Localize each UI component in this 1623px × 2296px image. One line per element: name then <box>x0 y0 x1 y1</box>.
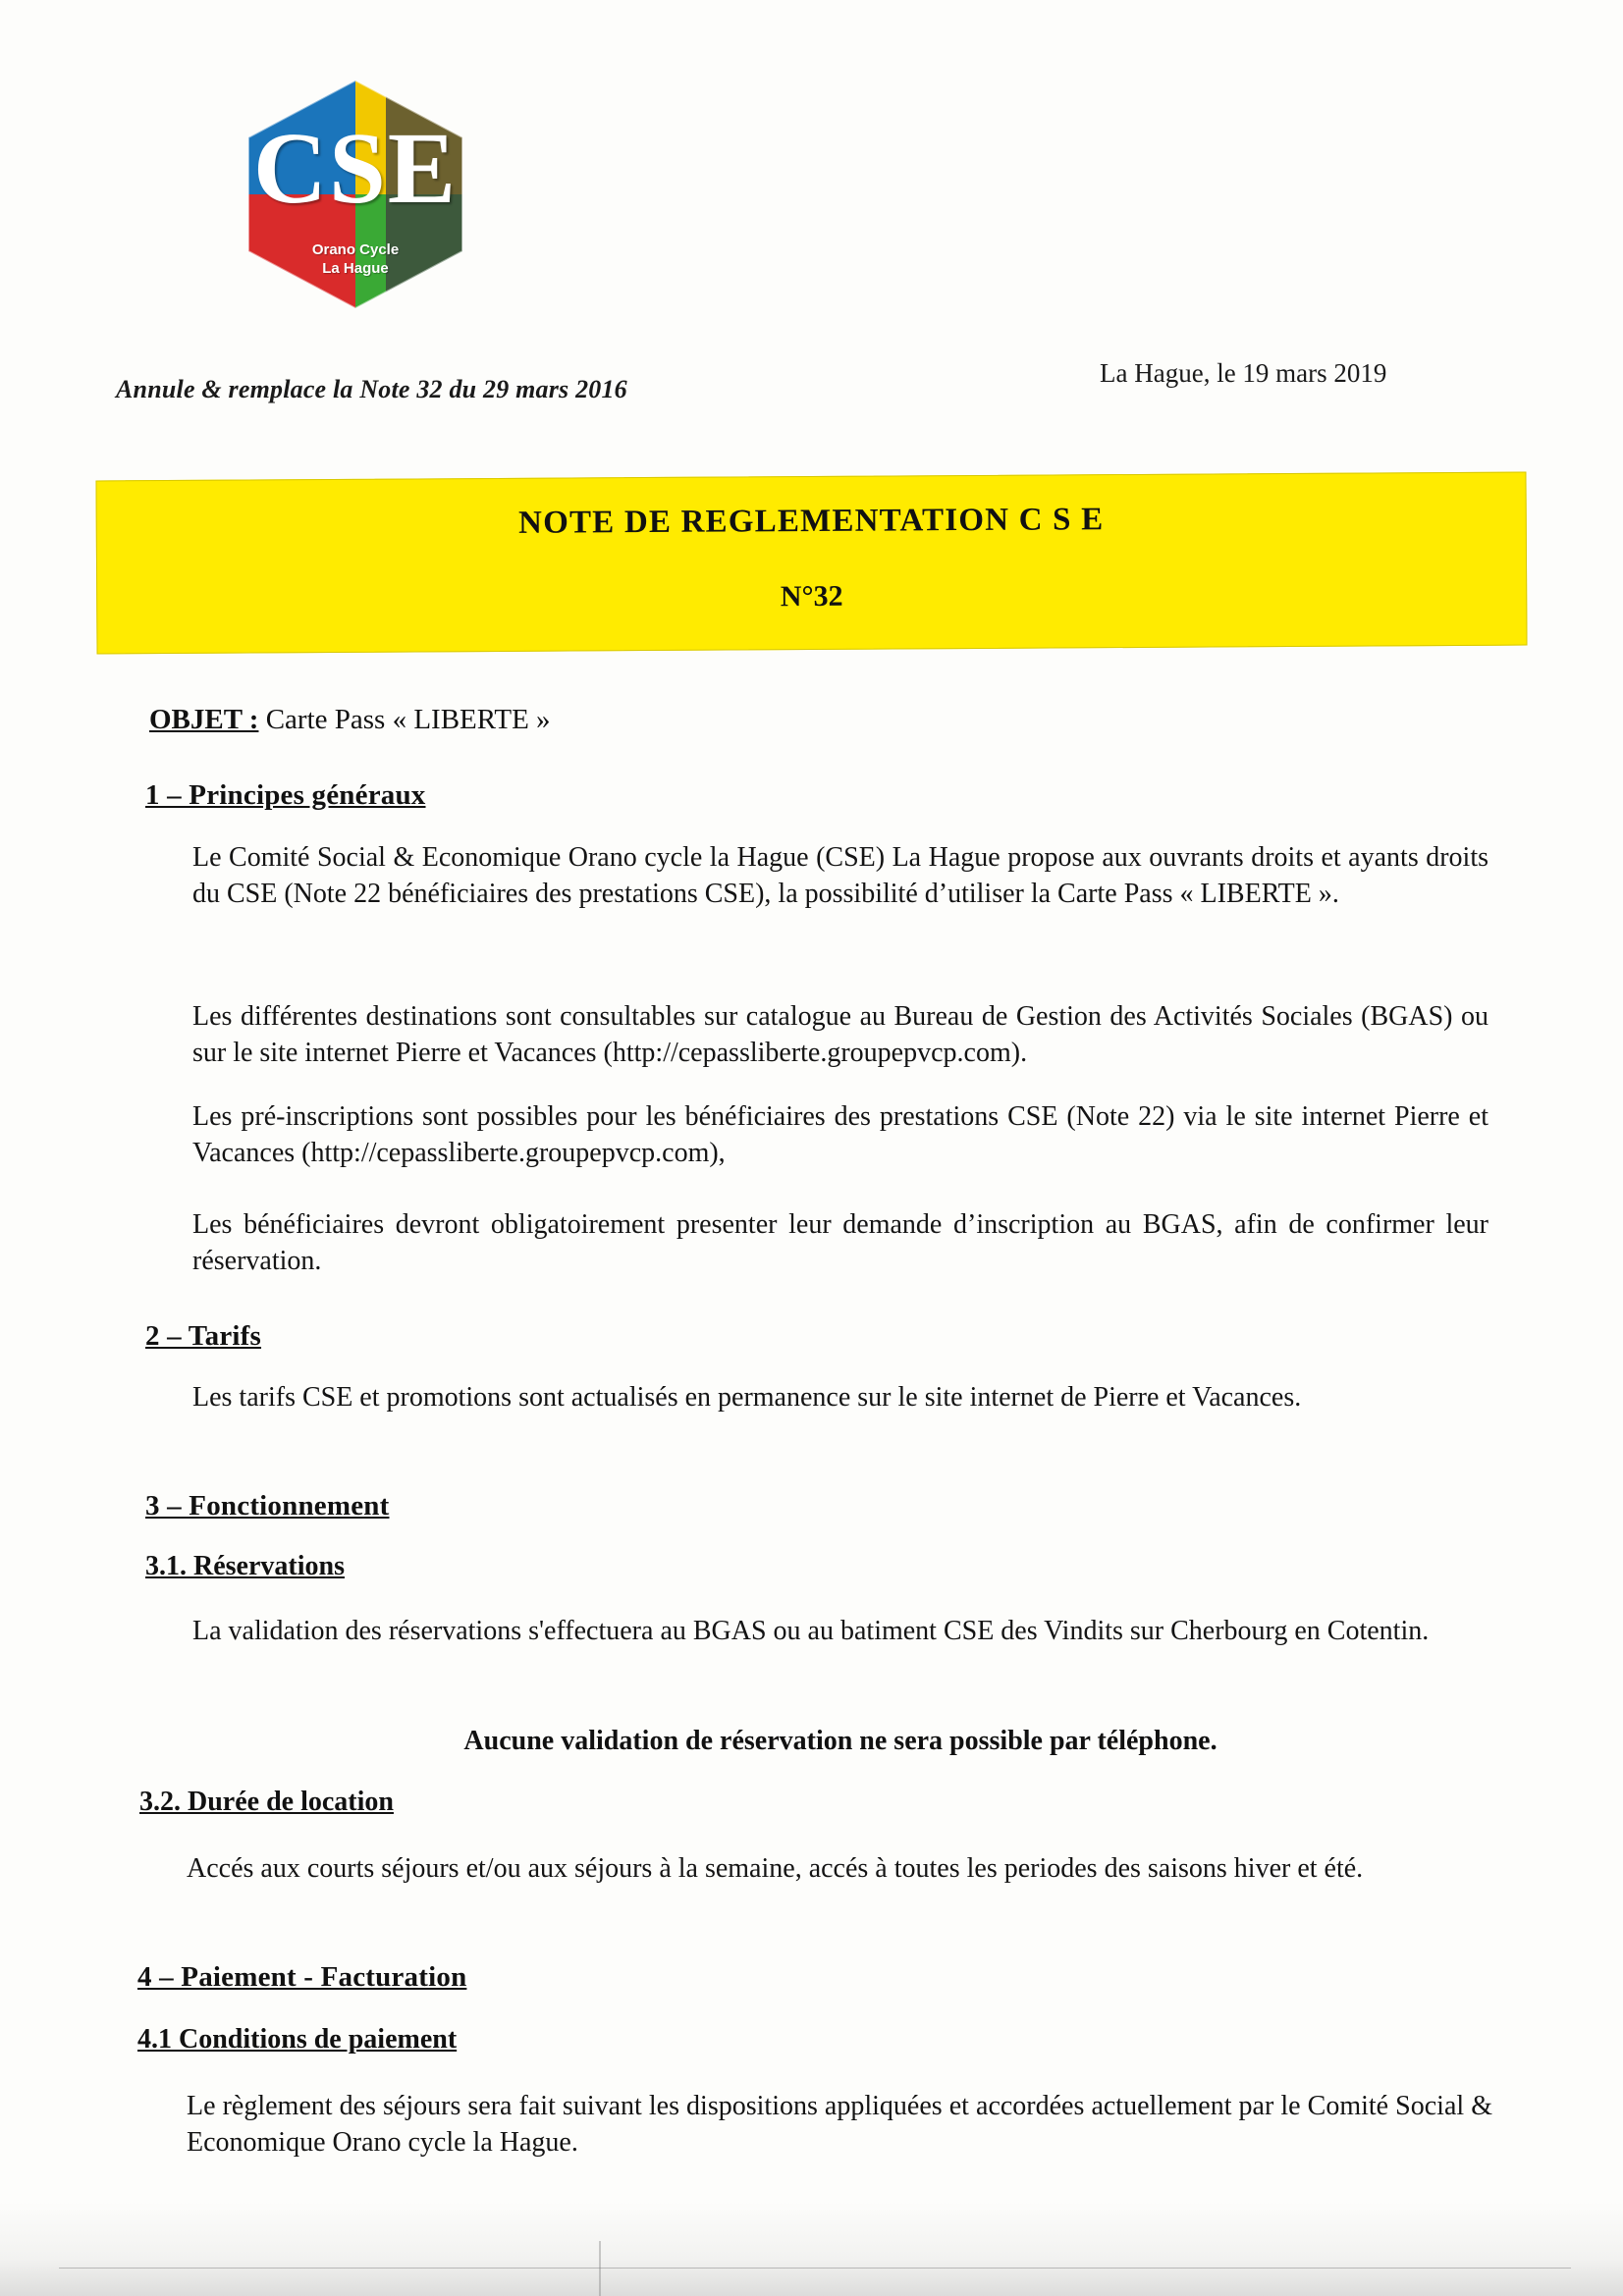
logo-sub-line1: Orano Cycle <box>311 241 400 258</box>
section-1-paragraph-1: Le Comité Social & Economique Orano cycle la Hague (CSE) La Hague propose aux ouvrants droits et ayants droits du CSE (Note 22 bénéficiaires des prestations CSE), la possibilité d’utiliser la Carte Pass « LIBERTE ». <box>192 842 1488 909</box>
section-2-paragraph-1: Les tarifs CSE et promotions sont actualisés en permanence sur le site internet de Pierre et Vacances. <box>192 1382 1302 1413</box>
cse-logo <box>239 77 472 312</box>
logo-sub-line2: La Hague <box>322 259 389 277</box>
section-4-1-paragraph-1: Le règlement des séjours sera fait suivant les dispositions appliquées et accordées actuellement par le Comité Social & Economique Orano cycle la Hague. <box>187 2091 1492 2158</box>
scan-edge-line <box>59 2268 1571 2269</box>
section-3-1-emphasis: Aucune validation de réservation ne sera possible par téléphone. <box>463 1726 1217 1756</box>
title-banner <box>95 472 1527 655</box>
section-3-1-heading: 3.1. Réservations <box>145 1551 345 1581</box>
section-4-1-heading: 4.1 Conditions de paiement <box>137 2024 458 2055</box>
title-banner-line2: N°32 <box>780 579 843 614</box>
scan-edge-mark <box>599 2241 601 2296</box>
title-banner-line1: NOTE DE REGLEMENTATION C S E <box>518 502 1105 541</box>
replaces-note-text: Annule & remplace la Note 32 du 29 mars 2016 <box>116 375 627 403</box>
section-3-1-paragraph-1: La validation des réservations s'effectuera au BGAS ou au batiment CSE des Vindits sur Cherbourg en Cotentin. <box>192 1616 1430 1646</box>
section-3-2-paragraph-1: Accés aux courts séjours et/ou aux séjours à la semaine, accés à toutes les periodes des saisons hiver et été. <box>187 1853 1364 1884</box>
objet-label: OBJET : <box>149 704 259 735</box>
section-1-heading: 1 – Principes généraux <box>145 779 426 811</box>
logo-mark-text: CSE <box>252 112 459 225</box>
section-1-paragraph-4: Les bénéficiaires devront obligatoirement presenter leur demande d’inscription au BGAS, afin de confirmer leur réservation. <box>192 1209 1488 1276</box>
section-3-heading: 3 – Fonctionnement <box>145 1490 390 1522</box>
section-4-heading: 4 – Paiement - Facturation <box>137 1961 467 1993</box>
objet-value: Carte Pass « LIBERTE » <box>265 704 551 735</box>
section-3-2-heading: 3.2. Durée de location <box>139 1787 394 1817</box>
section-1-paragraph-2: Les différentes destinations sont consultables sur catalogue au Bureau de Gestion des Activités Sociales (BGAS) ou sur le site internet Pierre et Vacances (http://cepassliberte.groupepvcp.com). <box>192 1001 1488 1068</box>
place-and-date: La Hague, le 19 mars 2019 <box>1100 358 1387 388</box>
section-1-paragraph-3: Les pré-inscriptions sont possibles pour les bénéficiaires des prestations CSE (Note 22) via le site internet Pierre et Vacances (http://cepassliberte.groupepvcp.com), <box>192 1101 1488 1168</box>
scan-edge-shadow <box>0 2202 1623 2296</box>
objet-line <box>149 704 551 736</box>
logo-subtitle <box>239 241 472 279</box>
section-2-heading: 2 – Tarifs <box>145 1320 262 1352</box>
